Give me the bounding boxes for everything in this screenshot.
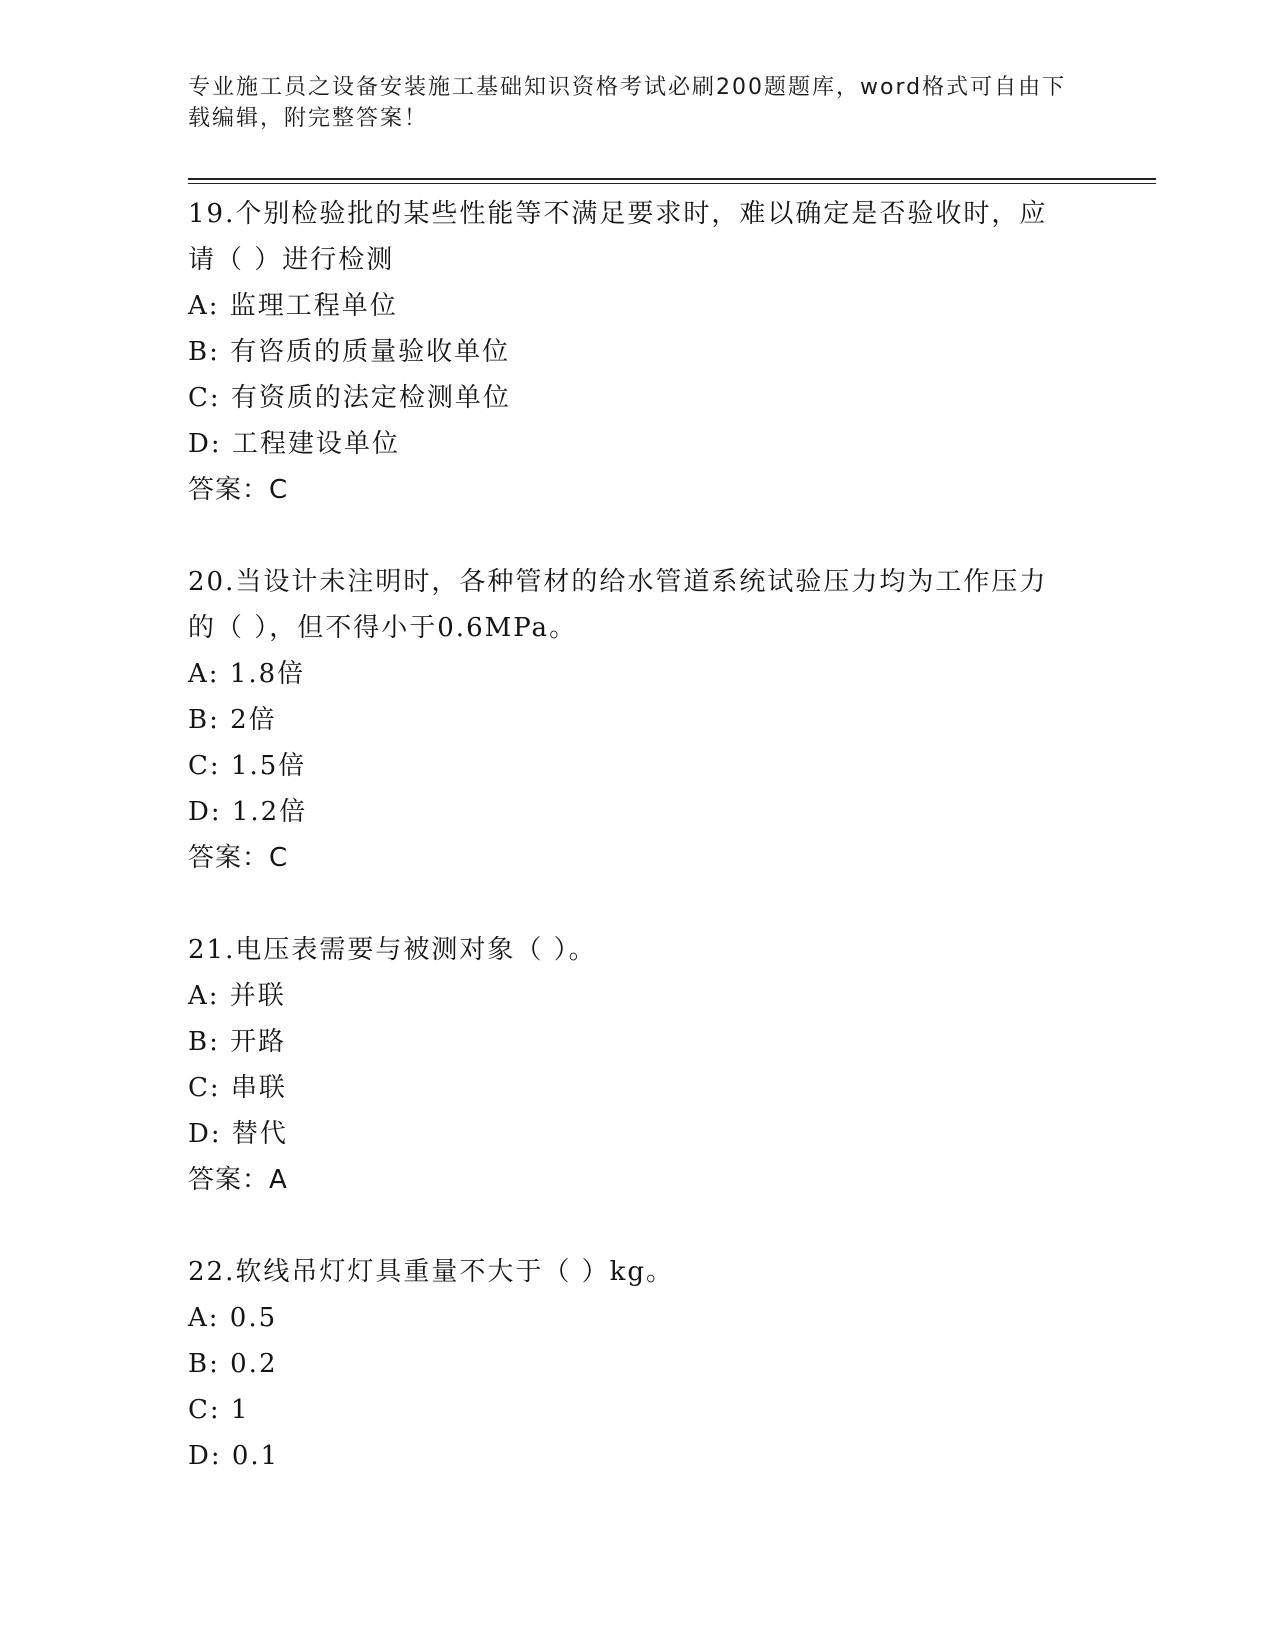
answer: 答案：C: [188, 475, 289, 505]
answer: 答案：C: [188, 843, 289, 873]
question-20: [188, 559, 1088, 881]
document-header: 专业施工员之设备安装施工基础知识资格考试必刷200题题库，word格式可自由下载编辑，附完整答案！: [188, 75, 1067, 131]
question-19: [188, 191, 1088, 513]
option-d: D: 工程建设单位: [188, 429, 400, 459]
option-a: A: 监理工程单位: [188, 291, 398, 321]
option-c: C: 1.5倍: [188, 751, 307, 781]
option-a: A: 1.8倍: [188, 659, 306, 689]
option-d: D: 0.1: [188, 1441, 280, 1471]
option-b: B: 0.2: [188, 1349, 278, 1379]
question-stem: 22.软线吊灯灯具重量不大于（ ）kg。: [188, 1257, 675, 1287]
question-21: [188, 927, 1088, 1203]
question-list: [188, 191, 1088, 1525]
option-b: B: 有咨质的质量验收单位: [188, 337, 511, 367]
question-stem: 19.个别检验批的某些性能等不满足要求时，难以确定是否验收时，应请（ ）进行检测: [188, 199, 1048, 275]
option-b: B: 开路: [188, 1027, 287, 1057]
option-d: D: 替代: [188, 1119, 288, 1149]
question-stem: 21.电压表需要与被测对象（ ）。: [188, 935, 597, 965]
option-d: D: 1.2倍: [188, 797, 308, 827]
header-rule-thick: [188, 178, 1156, 180]
header-rule-thin: [188, 183, 1156, 184]
option-a: A: 0.5: [188, 1303, 278, 1333]
option-b: B: 2倍: [188, 705, 277, 735]
option-c: C: 1: [188, 1395, 250, 1425]
option-a: A: 并联: [188, 981, 286, 1011]
option-c: C: 串联: [188, 1073, 287, 1103]
answer: 答案：A: [188, 1165, 288, 1195]
option-c: C: 有资质的法定检测单位: [188, 383, 511, 413]
question-stem: 20.当设计未注明时，各种管材的给水管道系统试验压力均为工作压力的（ ），但不得小于0.6MPa。: [188, 567, 1048, 643]
question-22: [188, 1249, 1088, 1479]
